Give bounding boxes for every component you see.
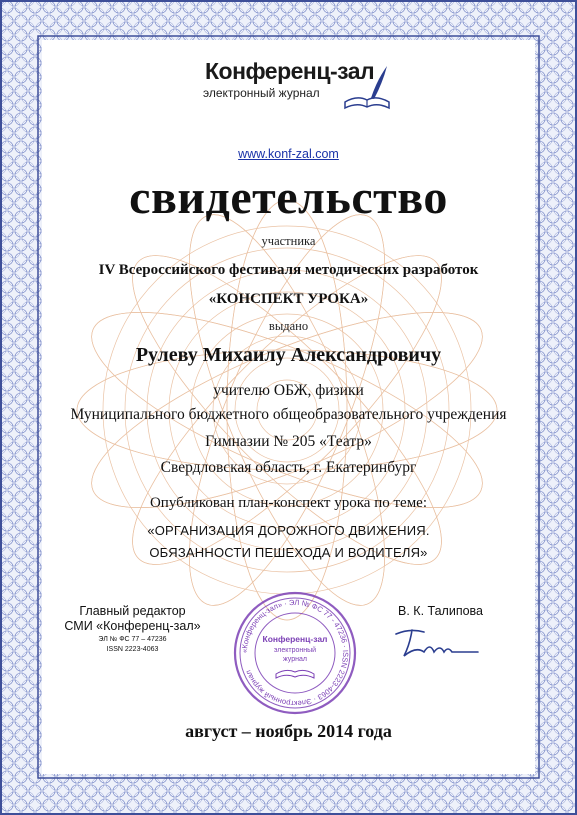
chief-editor-block — [60, 604, 205, 653]
seal-center-title: Конференц-зал — [262, 634, 328, 644]
published-label: Опубликован план-конспект урока по теме: — [149, 495, 428, 511]
seal-book-icon — [276, 670, 314, 678]
logo-title: Конференц-зал — [205, 58, 375, 84]
school-name: Гимназии № 205 «Театр» — [205, 433, 372, 450]
school-location: Свердловская область, г. Екатеринбург — [160, 459, 417, 476]
certificate-title: свидетельство — [129, 171, 448, 224]
certificate-date: август – ноябрь 2014 года — [185, 721, 392, 741]
website-link[interactable]: www.konf-zal.com — [238, 147, 339, 161]
journal-seal — [232, 590, 358, 716]
editor-title: Главный редактор — [79, 604, 186, 618]
seal-center-line3: журнал — [283, 656, 307, 663]
logo-subtitle: электронный журнал — [203, 86, 320, 100]
seal-outer-text: «Конференц-зал» · ЭЛ № ФС 77 - 47236 · ISSN 2223-4063 · Электронный журнал — [239, 597, 351, 709]
festival-description: IV Всероссийского фестиваля методических разработок — [98, 262, 479, 278]
editor-media-name: СМИ «Конференц-зал» — [64, 619, 201, 633]
festival-name: «КОНСПЕКТ УРОКА» — [208, 291, 369, 307]
book-quill-icon — [341, 62, 393, 114]
editor-registration: ЭЛ № ФС 77 – 47236 — [98, 636, 167, 643]
participant-label: участника — [261, 234, 316, 248]
signer-name: В. К. Талипова — [398, 604, 483, 618]
journal-logo — [193, 56, 393, 116]
issued-label: выдано — [268, 319, 309, 333]
lesson-topic-line1: «ОРГАНИЗАЦИЯ ДОРОЖНОГО ДВИЖЕНИЯ. — [147, 523, 430, 538]
lesson-topic-line2: ОБЯЗАННОСТИ ПЕШЕХОДА И ВОДИТЕЛЯ» — [149, 545, 428, 560]
seal-center-line2: электронный — [273, 647, 317, 654]
recipient-position: учителю ОБЖ, физики — [213, 382, 364, 399]
editor-issn: ISSN 2223-4063 — [106, 646, 159, 653]
handwritten-signature — [390, 622, 482, 664]
institution-name: Муниципального бюджетного общеобразовательного учреждения — [70, 406, 507, 423]
recipient-name: Рулеву Михаилу Александровичу — [135, 344, 442, 366]
